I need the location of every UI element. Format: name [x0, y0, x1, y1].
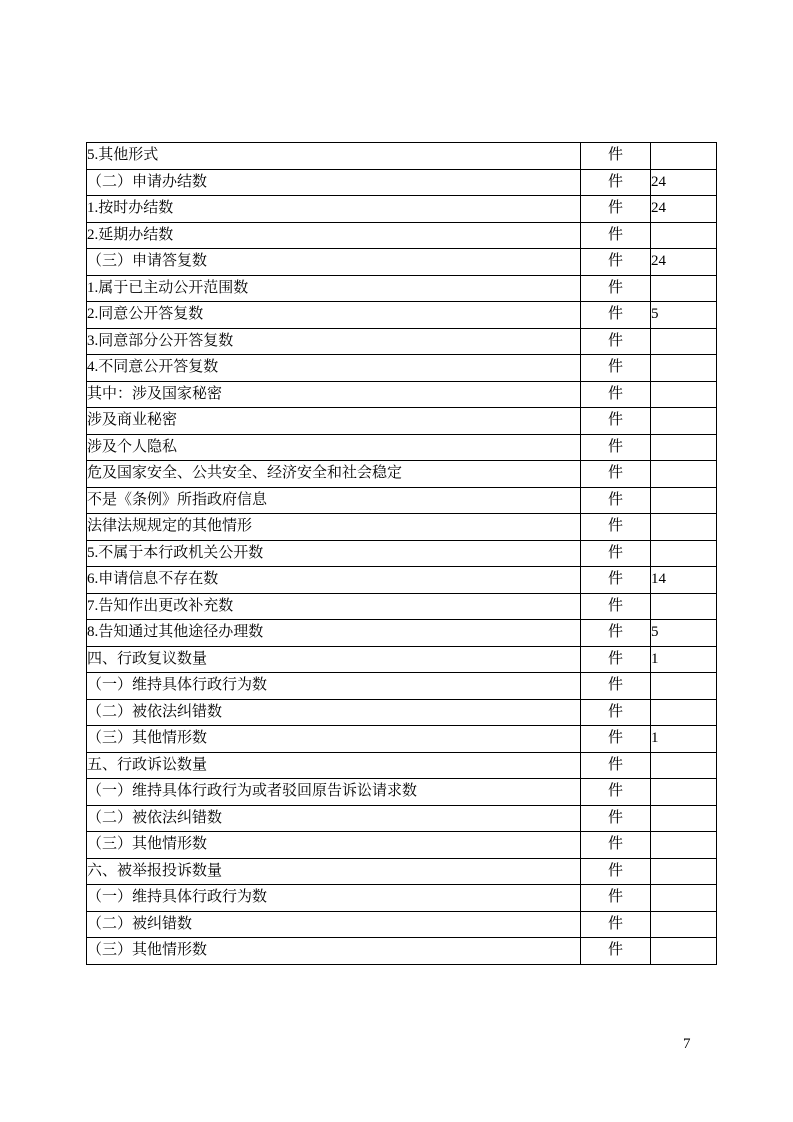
table-row: [87, 620, 717, 647]
unit-cell: 件: [581, 540, 651, 567]
value-cell: 24: [651, 169, 717, 196]
unit-cell: 件: [581, 487, 651, 514]
table-row: [87, 673, 717, 700]
item-label: （三）其他情形数: [87, 832, 581, 859]
item-label: 六、被举报投诉数量: [87, 858, 581, 885]
unit-cell: 件: [581, 646, 651, 673]
value-cell: [651, 461, 717, 488]
value-cell: [651, 275, 717, 302]
value-cell: [651, 699, 717, 726]
unit-cell: 件: [581, 169, 651, 196]
value-cell: [651, 434, 717, 461]
unit-cell: 件: [581, 567, 651, 594]
value-cell: 5: [651, 302, 717, 329]
table-row: [87, 434, 717, 461]
item-label: 不是《条例》所指政府信息: [87, 487, 581, 514]
unit-cell: 件: [581, 434, 651, 461]
item-label: 7.告知作出更改补充数: [87, 593, 581, 620]
unit-cell: 件: [581, 196, 651, 223]
value-cell: [651, 540, 717, 567]
unit-cell: 件: [581, 143, 651, 170]
table-row: [87, 567, 717, 594]
value-cell: 5: [651, 620, 717, 647]
item-label: 5.其他形式: [87, 143, 581, 170]
unit-cell: 件: [581, 249, 651, 276]
item-label: （一）维持具体行政行为数: [87, 673, 581, 700]
unit-cell: 件: [581, 593, 651, 620]
value-cell: [651, 514, 717, 541]
value-cell: [651, 593, 717, 620]
value-cell: 24: [651, 196, 717, 223]
value-cell: 24: [651, 249, 717, 276]
item-label: 危及国家安全、公共安全、经济安全和社会稳定: [87, 461, 581, 488]
value-cell: [651, 832, 717, 859]
item-label: 1.按时办结数: [87, 196, 581, 223]
item-label: （三）申请答复数: [87, 249, 581, 276]
table-row: [87, 726, 717, 753]
value-cell: [651, 381, 717, 408]
item-label: （二）被依法纠错数: [87, 805, 581, 832]
value-cell: [651, 487, 717, 514]
table-row: [87, 593, 717, 620]
table-row: [87, 699, 717, 726]
value-cell: [651, 911, 717, 938]
unit-cell: 件: [581, 620, 651, 647]
value-cell: 1: [651, 726, 717, 753]
item-label: 2.延期办结数: [87, 222, 581, 249]
item-label: 5.不属于本行政机关公开数: [87, 540, 581, 567]
table-row: [87, 514, 717, 541]
item-label: 其中：涉及国家秘密: [87, 381, 581, 408]
item-label: （一）维持具体行政行为数: [87, 885, 581, 912]
unit-cell: 件: [581, 858, 651, 885]
value-cell: [651, 328, 717, 355]
table-row: [87, 752, 717, 779]
table-row: [87, 355, 717, 382]
item-label: 涉及个人隐私: [87, 434, 581, 461]
item-label: （二）申请办结数: [87, 169, 581, 196]
item-label: 1.属于已主动公开范围数: [87, 275, 581, 302]
report-table: [86, 142, 717, 965]
unit-cell: 件: [581, 885, 651, 912]
unit-cell: 件: [581, 938, 651, 965]
unit-cell: 件: [581, 514, 651, 541]
value-cell: [651, 673, 717, 700]
table-row: [87, 938, 717, 965]
item-label: 8.告知通过其他途径办理数: [87, 620, 581, 647]
table-row: [87, 302, 717, 329]
unit-cell: 件: [581, 779, 651, 806]
table-row: [87, 169, 717, 196]
table-row: [87, 779, 717, 806]
value-cell: [651, 779, 717, 806]
table-row: [87, 408, 717, 435]
value-cell: [651, 408, 717, 435]
item-label: 法律法规规定的其他情形: [87, 514, 581, 541]
unit-cell: 件: [581, 805, 651, 832]
unit-cell: 件: [581, 726, 651, 753]
value-cell: [651, 858, 717, 885]
table-row: [87, 328, 717, 355]
report-table-body: [87, 143, 717, 965]
unit-cell: 件: [581, 911, 651, 938]
unit-cell: 件: [581, 355, 651, 382]
item-label: 4.不同意公开答复数: [87, 355, 581, 382]
table-row: [87, 275, 717, 302]
value-cell: 14: [651, 567, 717, 594]
item-label: 6.申请信息不存在数: [87, 567, 581, 594]
item-label: 四、行政复议数量: [87, 646, 581, 673]
value-cell: [651, 143, 717, 170]
value-cell: [651, 752, 717, 779]
table-row: [87, 885, 717, 912]
unit-cell: 件: [581, 461, 651, 488]
unit-cell: 件: [581, 302, 651, 329]
table-row: [87, 805, 717, 832]
value-cell: [651, 805, 717, 832]
table-row: [87, 858, 717, 885]
value-cell: [651, 355, 717, 382]
table-row: [87, 461, 717, 488]
unit-cell: 件: [581, 275, 651, 302]
item-label: 2.同意公开答复数: [87, 302, 581, 329]
table-row: [87, 249, 717, 276]
unit-cell: 件: [581, 328, 651, 355]
unit-cell: 件: [581, 408, 651, 435]
table-row: [87, 222, 717, 249]
value-cell: [651, 222, 717, 249]
table-row: [87, 487, 717, 514]
unit-cell: 件: [581, 381, 651, 408]
value-cell: [651, 938, 717, 965]
value-cell: [651, 885, 717, 912]
table-row: [87, 646, 717, 673]
item-label: （三）其他情形数: [87, 726, 581, 753]
table-row: [87, 143, 717, 170]
unit-cell: 件: [581, 752, 651, 779]
item-label: （二）被依法纠错数: [87, 699, 581, 726]
unit-cell: 件: [581, 673, 651, 700]
table-row: [87, 381, 717, 408]
item-label: 涉及商业秘密: [87, 408, 581, 435]
unit-cell: 件: [581, 699, 651, 726]
page-number: 7: [683, 1036, 691, 1052]
item-label: （二）被纠错数: [87, 911, 581, 938]
item-label: （三）其他情形数: [87, 938, 581, 965]
item-label: （一）维持具体行政行为或者驳回原告诉讼请求数: [87, 779, 581, 806]
item-label: 3.同意部分公开答复数: [87, 328, 581, 355]
table-row: [87, 911, 717, 938]
table-row: [87, 540, 717, 567]
unit-cell: 件: [581, 832, 651, 859]
unit-cell: 件: [581, 222, 651, 249]
value-cell: 1: [651, 646, 717, 673]
table-row: [87, 832, 717, 859]
item-label: 五、行政诉讼数量: [87, 752, 581, 779]
table-row: [87, 196, 717, 223]
